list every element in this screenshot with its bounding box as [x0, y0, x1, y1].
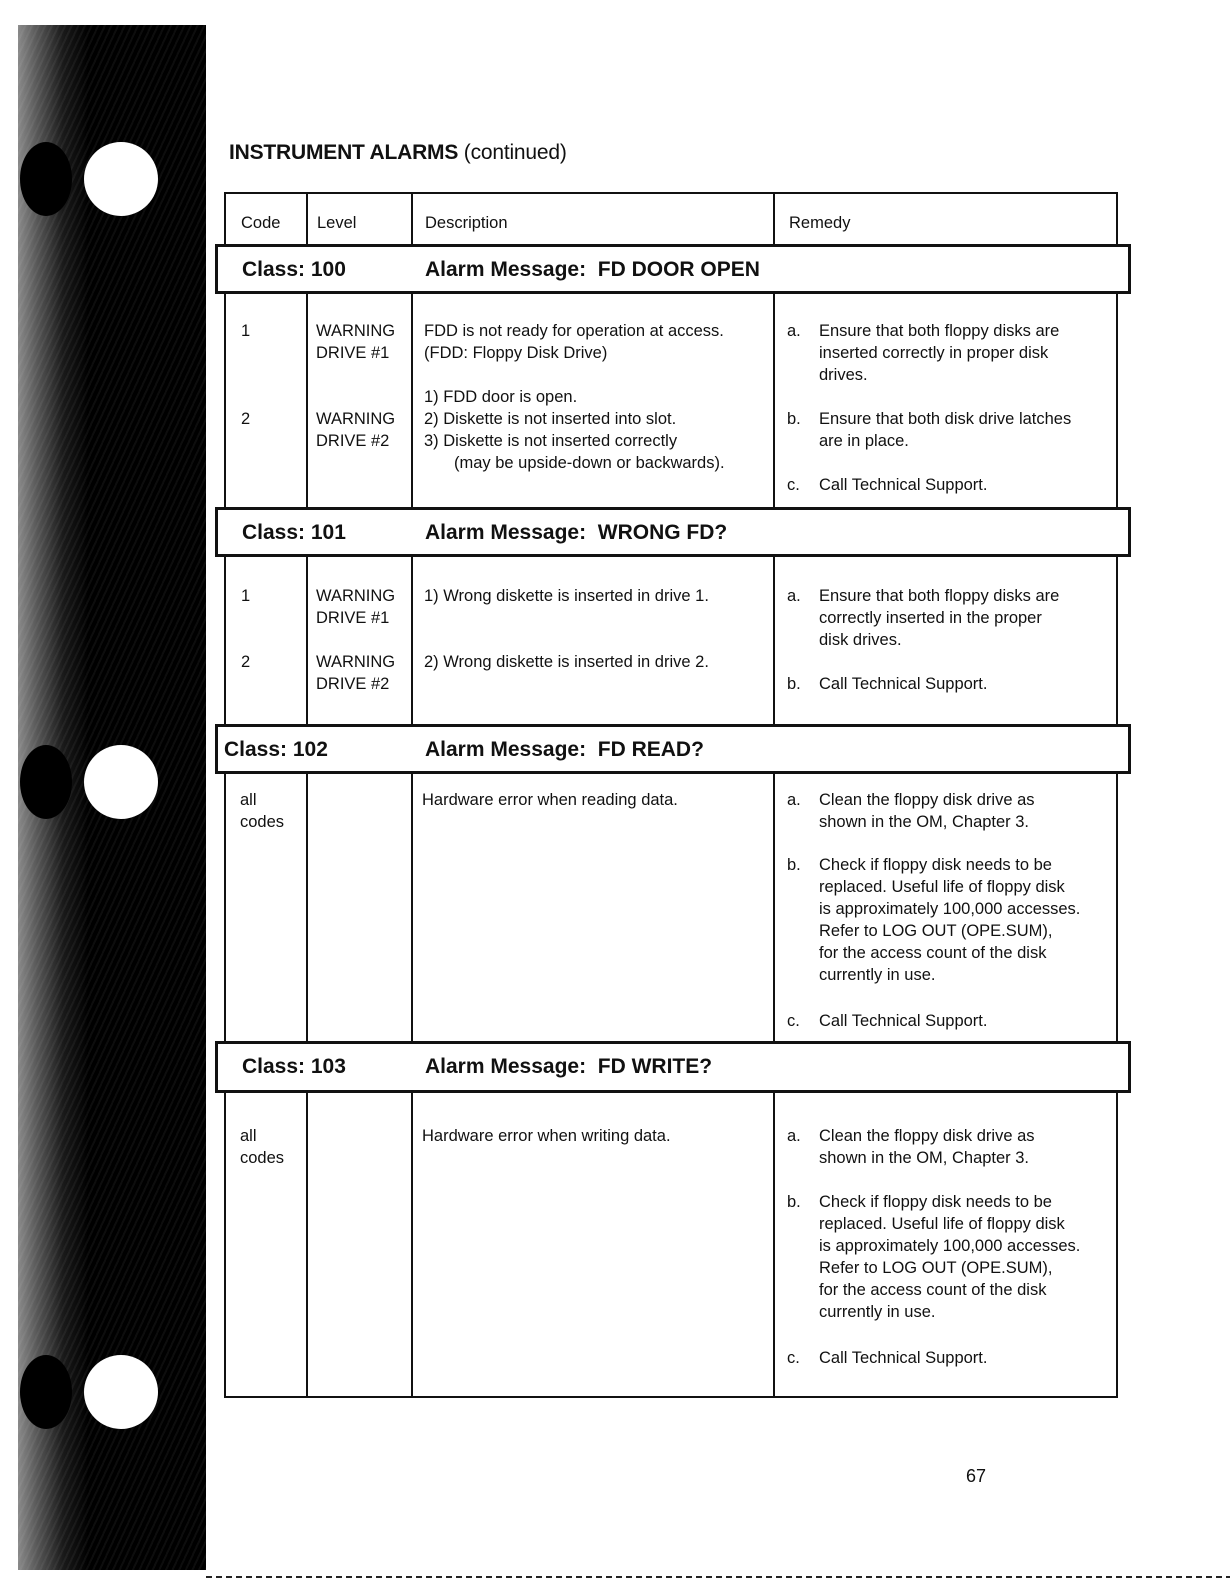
class-100-band	[215, 244, 1131, 294]
remedy-text: Call Technical Support.	[819, 476, 988, 494]
page-title	[229, 141, 567, 165]
remedy-text: Call Technical Support.	[819, 675, 988, 693]
class-label-text: Class:	[242, 258, 306, 281]
remedy-text: Clean the floppy disk drive as shown in the OM, Chapter 3.	[819, 791, 1035, 831]
class-label	[242, 1055, 346, 1079]
alarm-message	[425, 738, 704, 762]
alarm-message-label: Alarm Message:	[425, 1055, 587, 1078]
remedy-marker: a.	[787, 791, 801, 809]
punch-hole-shadow-top	[20, 142, 72, 216]
remedy-marker: b.	[787, 410, 801, 428]
code-cell: 2	[241, 410, 251, 428]
punch-hole-shadow-bottom	[20, 1355, 72, 1429]
remedy-marker: b.	[787, 1193, 801, 1211]
class-label	[242, 258, 346, 282]
code-cell: all codes	[240, 791, 285, 831]
class-101-band	[215, 507, 1131, 557]
table-border-bottom	[224, 1396, 1118, 1398]
page-title-bold: INSTRUMENT ALARMS	[229, 141, 459, 164]
class-label	[224, 738, 328, 762]
class-103-band	[215, 1041, 1131, 1093]
code-cell: 1	[241, 587, 251, 605]
alarm-message-text: FD DOOR OPEN	[597, 258, 760, 281]
remedy-text: Check if floppy disk needs to be replaced. Useful life of floppy disk is approximately 100,000 accesses. Refer to LOG OUT (OPE.SUM), for the access count of the disk currently in use.	[819, 856, 1081, 984]
column-divider-level	[411, 192, 413, 1398]
remedy-marker: c.	[787, 1349, 800, 1367]
cause-item: 1) Wrong diskette is inserted in drive 1.	[424, 587, 709, 605]
class-number: 100	[310, 258, 346, 281]
remedy-text: Call Technical Support.	[819, 1349, 988, 1367]
class-label	[242, 521, 346, 545]
remedy-text: Ensure that both disk drive latches are in place.	[819, 410, 1072, 450]
punch-hole-middle	[84, 745, 158, 819]
remedy-text: Ensure that both floppy disks are correctly inserted in the proper disk drives.	[819, 587, 1060, 649]
remedy-marker: a.	[787, 587, 801, 605]
header-code: Code	[241, 214, 281, 232]
remedy-text: Ensure that both floppy disks are inserted correctly in proper disk drives.	[819, 322, 1060, 384]
class-number: 103	[310, 1055, 346, 1078]
alarm-message-text: FD WRITE?	[597, 1055, 713, 1078]
alarm-message	[425, 1055, 712, 1079]
class-number: 101	[310, 521, 346, 544]
alarm-message-text: WRONG FD?	[597, 521, 728, 544]
alarm-message	[425, 258, 760, 282]
remedy-text: Check if floppy disk needs to be replaced. Useful life of floppy disk is approximately 100,000 accesses. Refer to LOG OUT (OPE.SUM), for the access count of the disk currently in use.	[819, 1193, 1081, 1321]
code-cell: 2	[241, 653, 251, 671]
alarm-message-text: FD READ?	[597, 738, 704, 761]
class-label-text: Class:	[242, 521, 306, 544]
page-number: 67	[966, 1466, 987, 1486]
column-divider-description	[773, 192, 775, 1398]
header-remedy: Remedy	[789, 214, 851, 232]
table-border-top	[224, 192, 1118, 194]
column-divider-code	[306, 192, 308, 1398]
scan-edge-divider	[206, 1576, 1230, 1578]
alarm-message-label: Alarm Message:	[425, 258, 587, 281]
remedy-marker: a.	[787, 322, 801, 340]
remedy-marker: c.	[787, 1012, 800, 1030]
page-title-suffix: (continued)	[458, 141, 567, 164]
class-102-band	[215, 724, 1131, 774]
remedy-marker: a.	[787, 1127, 801, 1145]
header-description: Description	[425, 214, 508, 232]
description-cell: FDD is not ready for operation at access. (FDD: Floppy Disk Drive)	[424, 322, 724, 362]
cause-item: 1) FDD door is open.	[424, 388, 578, 406]
cause-item: 3) Diskette is not inserted correctly	[424, 432, 678, 450]
alarm-message-label: Alarm Message:	[425, 738, 587, 761]
remedy-marker: b.	[787, 856, 801, 874]
header-level: Level	[317, 214, 357, 232]
level-cell: WARNING DRIVE #1	[316, 322, 396, 362]
alarm-message	[425, 521, 727, 545]
class-label-text: Class:	[242, 1055, 306, 1078]
description-cell: Hardware error when writing data.	[422, 1127, 671, 1145]
cause-item: 2) Diskette is not inserted into slot.	[424, 410, 677, 428]
level-cell: WARNING DRIVE #2	[316, 410, 396, 450]
remedy-marker: b.	[787, 675, 801, 693]
remedy-marker: c.	[787, 476, 800, 494]
level-cell: WARNING DRIVE #2	[316, 653, 396, 693]
punch-hole-shadow-middle	[20, 745, 72, 819]
class-label-text: Class:	[224, 738, 288, 761]
description-cell: Hardware error when reading data.	[422, 791, 678, 809]
punch-hole-bottom	[84, 1355, 158, 1429]
punch-hole-top	[84, 142, 158, 216]
cause-item: (may be upside-down or backwards).	[454, 454, 725, 472]
class-number: 102	[292, 738, 328, 761]
cause-item: 2) Wrong diskette is inserted in drive 2.	[424, 653, 709, 671]
code-cell: 1	[241, 322, 251, 340]
level-cell: WARNING DRIVE #1	[316, 587, 396, 627]
code-cell: all codes	[240, 1127, 285, 1167]
alarm-message-label: Alarm Message:	[425, 521, 587, 544]
remedy-text: Clean the floppy disk drive as shown in the OM, Chapter 3.	[819, 1127, 1035, 1167]
table-border-left	[224, 192, 226, 1398]
remedy-text: Call Technical Support.	[819, 1012, 988, 1030]
